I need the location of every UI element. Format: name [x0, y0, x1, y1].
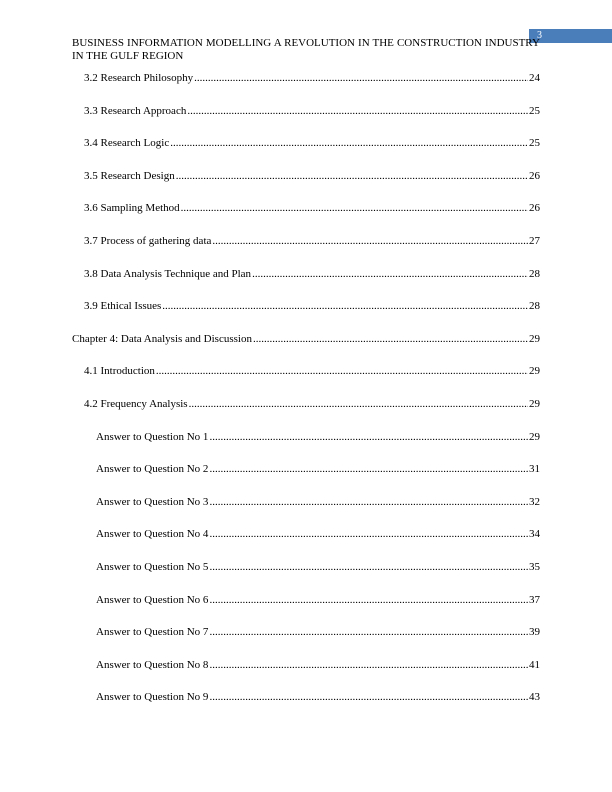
toc-entry-page: 25 [529, 104, 540, 117]
running-header: BUSINESS INFORMATION MODELLING A REVOLUTION IN THE CONSTRUCTION INDUSTRY IN THE GULF REGION [72, 37, 540, 62]
toc-entry-title: Answer to Question No 9 [96, 691, 209, 704]
toc-entry-page: 24 [529, 72, 540, 84]
toc-entry-page: 34 [529, 528, 540, 541]
toc-entry[interactable] [72, 461, 540, 477]
toc-entry[interactable] [72, 168, 540, 184]
toc-entry[interactable] [72, 657, 540, 673]
toc-entry-title: 3.8 Data Analysis Technique and Plan [84, 267, 252, 280]
toc-dot-leader [209, 429, 528, 445]
toc-entry[interactable] [72, 429, 540, 445]
toc-dot-leader [162, 298, 528, 314]
toc-entry-page: 35 [529, 561, 540, 573]
toc-entry-title: Chapter 4: Data Analysis and Discussion [72, 332, 252, 345]
toc-dot-leader [209, 624, 528, 640]
toc-entry-title: Answer to Question No 1 [96, 430, 209, 443]
toc-entry[interactable] [72, 494, 540, 510]
toc-dot-leader [209, 657, 528, 673]
toc-entry-title: 4.1 Introduction [84, 365, 155, 378]
toc-entry[interactable] [72, 363, 540, 379]
toc-dot-leader [209, 592, 528, 608]
toc-entry-page: 29 [529, 398, 540, 410]
toc-entry[interactable] [72, 70, 540, 86]
toc-dot-leader [209, 494, 528, 510]
toc-entry-page: 29 [529, 430, 540, 443]
toc-entry-title: Answer to Question No 3 [96, 495, 209, 508]
toc-entry-page: 29 [529, 365, 540, 378]
toc-entry-title: 3.5 Research Design [84, 169, 175, 182]
toc-entry-page: 37 [529, 593, 540, 606]
toc-entry-page: 26 [529, 202, 540, 215]
toc-entry-title: Answer to Question No 4 [96, 528, 209, 541]
toc-dot-leader [209, 559, 528, 575]
toc-entry-title: Answer to Question No 5 [96, 561, 209, 573]
toc-entry[interactable] [72, 135, 540, 151]
toc-entry[interactable] [72, 396, 540, 412]
toc-entry[interactable] [72, 559, 540, 575]
toc-entry-title: 3.9 Ethical Issues [84, 300, 162, 313]
toc-entry[interactable] [72, 266, 540, 282]
toc-entry-title: Answer to Question No 8 [96, 658, 209, 671]
toc-entry[interactable] [72, 624, 540, 640]
toc-entry-page: 31 [529, 463, 540, 476]
toc-dot-leader [189, 396, 528, 412]
toc-entry-title: 3.7 Process of gathering data [84, 235, 212, 247]
toc-dot-leader [209, 526, 528, 542]
toc-dot-leader [212, 233, 528, 249]
toc-dot-leader [194, 70, 528, 86]
toc-dot-leader [181, 200, 528, 216]
toc-entry-page: 39 [529, 626, 540, 639]
toc-entry-title: 3.3 Research Approach [84, 104, 187, 117]
toc-entry-title: 3.6 Sampling Method [84, 202, 180, 215]
toc-entry-title: Answer to Question No 6 [96, 593, 209, 606]
toc-entry-title: 4.2 Frequency Analysis [84, 398, 188, 410]
toc-entry[interactable] [72, 331, 540, 347]
toc-dot-leader [170, 135, 528, 151]
toc-dot-leader [209, 461, 528, 477]
toc-entry-title: Answer to Question No 7 [96, 626, 209, 639]
toc-dot-leader [253, 331, 528, 347]
toc-entry[interactable] [72, 592, 540, 608]
toc-entry-page: 27 [529, 235, 540, 247]
toc-dot-leader [176, 168, 528, 184]
page-number-badge: 3 [529, 29, 612, 43]
toc-entry[interactable] [72, 689, 540, 705]
toc-entry-page: 26 [529, 169, 540, 182]
toc-entry-title: 3.2 Research Philosophy [84, 72, 194, 84]
toc-dot-leader [187, 103, 528, 119]
toc-entry-page: 29 [529, 332, 540, 345]
toc-entry-page: 43 [529, 691, 540, 704]
toc-entry-page: 25 [529, 137, 540, 150]
toc-entry-page: 28 [529, 300, 540, 313]
toc-dot-leader [209, 689, 528, 705]
toc-dot-leader [252, 266, 528, 282]
toc-entry-page: 32 [529, 495, 540, 508]
toc-entry[interactable] [72, 526, 540, 542]
toc-entry[interactable] [72, 233, 540, 249]
toc-entry[interactable] [72, 103, 540, 119]
toc-entry-page: 28 [529, 267, 540, 280]
toc-entry-page: 41 [529, 658, 540, 671]
toc-entry[interactable] [72, 200, 540, 216]
toc-entry-title: 3.4 Research Logic [84, 137, 170, 150]
toc-dot-leader [156, 363, 528, 379]
toc-entry[interactable] [72, 298, 540, 314]
toc-entry-title: Answer to Question No 2 [96, 463, 209, 476]
